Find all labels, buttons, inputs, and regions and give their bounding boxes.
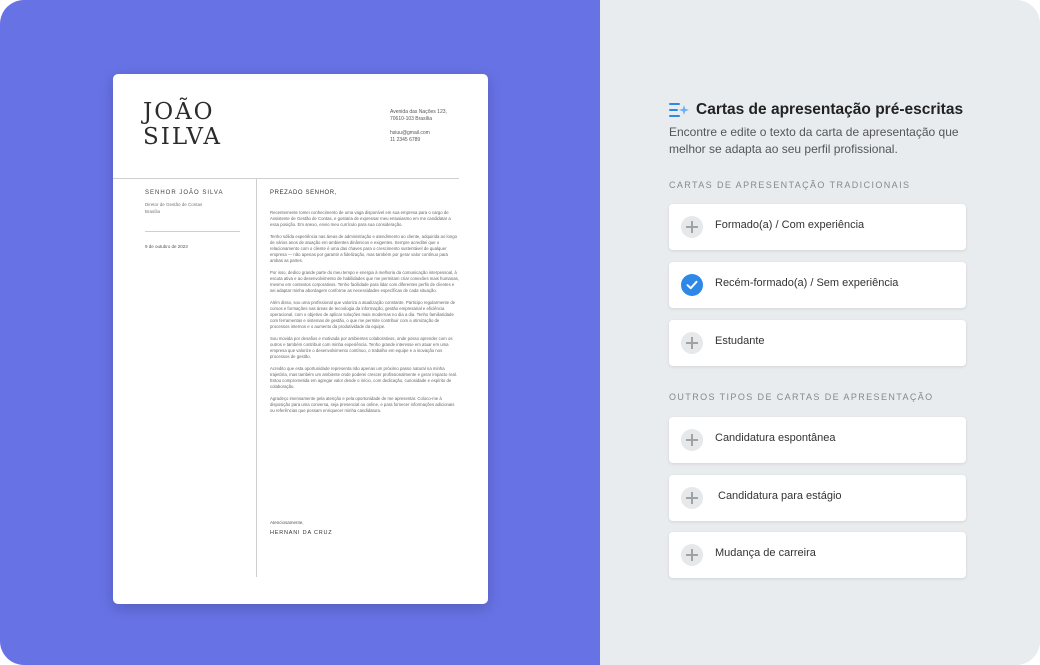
plus-icon [681, 429, 703, 451]
applicant-last-name: SILVA [143, 124, 223, 150]
recipient-details [145, 202, 202, 215]
letter-body [270, 210, 460, 420]
section-label-others: OUTROS TIPOS DE CARTAS DE APRESENTAÇÃO [669, 392, 934, 402]
template-option-experienced[interactable] [669, 204, 966, 250]
recipient-city: Brasília [145, 208, 161, 214]
letter-paragraph: Por isso, dedico grande parte do meu tempo e energia à melhoria da comunicação interpessoal, à escuta ativa e ao desenvolvimento de habilidades que me permitam criar conexões mais humanas, mesmo em contextos corporativos. Tenho facilidade para lidar com diferentes perfis de clientes e sei adaptar minha abordagem conforme as necessidades específicas de cada situação. [270, 270, 459, 293]
template-option-label: Mudança de carreira [715, 547, 816, 559]
address-line-2: 70610-103 Brasília [390, 116, 432, 122]
templates-panel [600, 0, 1040, 665]
letter-contact-block [390, 109, 447, 144]
template-option-student[interactable] [669, 320, 966, 366]
recipient-name: SENHOR JOÃO SILVA [145, 190, 224, 196]
header-divider [113, 178, 459, 179]
letter-paragraph: Agradeço imensamente pela atenção e pela oportunidade de me apresentar. Coloco-me à disposição para uma conversa, seja presencial ou online, e para fornecer informações adicionais ou referências que possam enriquecer minha candidatura. [270, 396, 455, 413]
letter-applicant-name [143, 100, 222, 150]
contact-phone: 11 2345 6789 [390, 137, 421, 143]
template-option-label: Candidatura espontânea [715, 432, 836, 444]
plus-icon [681, 216, 703, 238]
template-option-spontaneous[interactable] [669, 417, 966, 463]
template-option-label: Estudante [715, 335, 765, 347]
template-option-label: Recém-formado(a) / Sem experiência [715, 277, 899, 289]
cover-letter-document [113, 74, 488, 604]
template-option-recent-graduate[interactable] [669, 262, 966, 308]
template-option-label: Formado(a) / Com experiência [715, 219, 865, 231]
sidebar-divider [145, 231, 240, 232]
template-option-career-change[interactable] [669, 532, 966, 578]
panel-subtitle: Encontre e edite o texto da carta de apresentação que melhor se adapta ao seu perfil profissional. [669, 125, 959, 156]
column-divider [256, 178, 257, 577]
applicant-first-name: JOÃO [143, 99, 215, 125]
contact-email: hsiuu@gmail.com [390, 130, 430, 136]
letter-date: 9 de outubro de 2023 [145, 244, 188, 249]
letter-paragraph: Sou movida por desafios e motivada por ambientes colaborativos, onde posso aprender com os outros e também contribuir com minha experiência. Tenho grande interesse em atuar em uma empresa que valorize o desenvolvimento contínuo, o trabalho em equipe e a inovação nos processos de gestão. [270, 336, 453, 359]
template-option-label: Candidatura para estágio [718, 490, 842, 502]
sparkle-list-icon [669, 101, 689, 119]
letter-paragraph: Recentemente tomei conhecimento de uma vaga disponível em sua empresa para o cargo de Assistente de Gestão de Contas, e gostaria de expressar meu entusiasmo em me candidatar a essa posição. Em anexo, envio meu currículo para sua consideração. [270, 210, 451, 227]
template-option-internship[interactable] [669, 475, 966, 521]
recipient-title: Diretor de Gestão de Contas [145, 202, 203, 207]
letter-paragraph: Acredito que esta oportunidade representa não apenas um próximo passo natural na minha trajetória, mas também um ambiente onde poderei crescer profissionalmente e gerar impacto real. Estou comprometida em agregar valor desde o início, com dedicação, curiosidade e espírito de colaboração. [270, 366, 458, 389]
letter-paragraph: Além disso, sou uma profissional que valoriza a atualização constante. Participo regularmente de cursos e formações nas áreas de tecnologia da informação, gestão empresarial e eficiência operacional, com o objetivo de aplicar soluções mais modernas no dia a dia. Tenho familiaridade com ferramentas e sistemas de gestão, o que me permite contribuir com a otimização de processos internos e o aumento da produtividade da equipe. [270, 300, 456, 329]
section-label-traditional: CARTAS DE APRESENTAÇÃO TRADICIONAIS [669, 180, 911, 190]
plus-icon [681, 487, 703, 509]
plus-icon [681, 332, 703, 354]
letter-salutation: PREZADO SENHOR, [270, 190, 338, 196]
letter-signer: HERNANI DA CRUZ [270, 530, 333, 536]
panel-title: Cartas de apresentação pré-escritas [696, 101, 964, 118]
letter-paragraph: Tenho sólida experiência nas áreas de administração e atendimento ao cliente, adquirida ao longo de vários anos de atuação em ambientes dinâmicos e exigentes. Sempre acreditei que o relacionamento com o cliente é uma das chaves para o crescimento sustentável de qualquer empresa — não apenas por garantir a fidelização, mas também por gerar valor contínuo para ambas as partes. [270, 234, 458, 263]
check-circle-icon [681, 274, 703, 296]
plus-icon [681, 544, 703, 566]
letter-closing: Atenciosamente, [270, 520, 304, 525]
address-line-1: Avenida das Nações 123, [390, 109, 447, 115]
